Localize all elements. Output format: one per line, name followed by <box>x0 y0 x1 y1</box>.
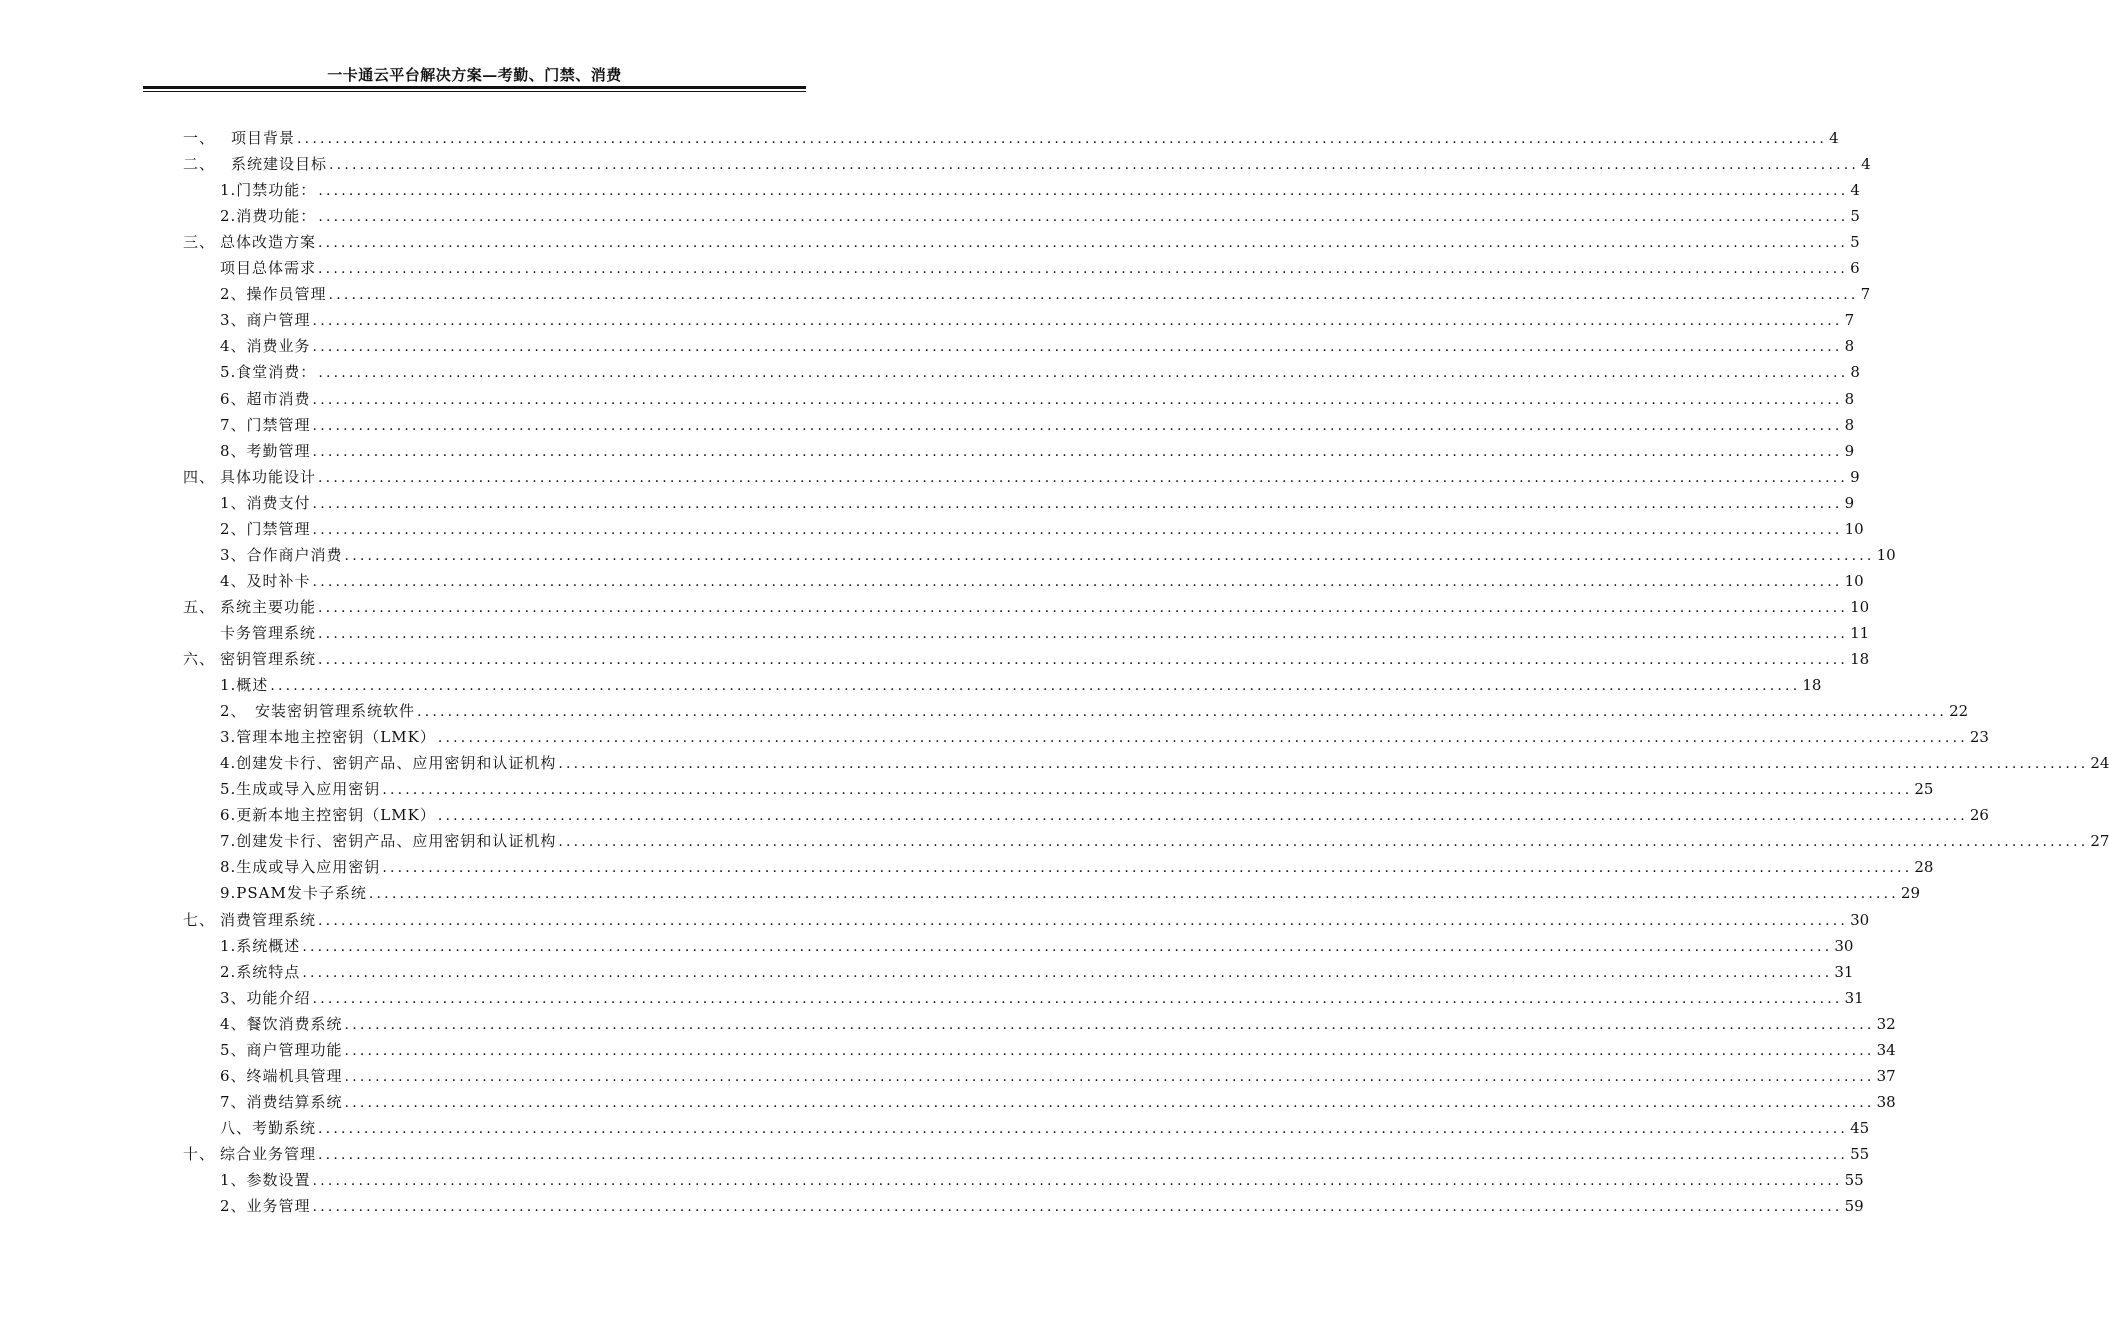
toc-entry-page-number: 28 <box>1914 858 1934 876</box>
toc-entry[interactable] <box>220 179 1860 201</box>
toc-entry[interactable] <box>220 1013 1896 1035</box>
toc-dot-leader: ........................................................................................................................................................................................................ <box>344 1017 1875 1033</box>
toc-dot-leader: ........................................................................................................................................................................................................ <box>312 1173 1843 1189</box>
toc-dot-leader: ........................................................................................................................................................................................................ <box>318 183 1849 199</box>
toc-dot-leader: ........................................................................................................................................................................................................ <box>318 365 1849 381</box>
toc-entry-page-number: 18 <box>1850 650 1870 668</box>
toc-entry-title: 2、门禁管理 <box>220 520 311 538</box>
toc-entry-page-number: 55 <box>1844 1171 1864 1189</box>
toc-dot-leader: ........................................................................................................................................................................................................ <box>437 730 1968 746</box>
toc-entry[interactable] <box>220 335 1855 357</box>
toc-dot-leader: ........................................................................................................................................................................................................ <box>382 860 1913 876</box>
toc-entry[interactable] <box>220 1065 1896 1087</box>
toc-entry-page-number: 22 <box>1949 702 1969 720</box>
toc-entry-page-number: 30 <box>1850 911 1870 929</box>
toc-entry-page-number: 4 <box>1861 155 1871 173</box>
toc-entry-page-number: 11 <box>1850 624 1870 642</box>
toc-entry-page-number: 9 <box>1850 468 1860 486</box>
toc-entry[interactable] <box>220 778 1934 800</box>
toc-dot-leader: ........................................................................................................................................................................................................ <box>318 209 1849 225</box>
toc-entry-number: 七、 <box>183 911 216 929</box>
toc-entry-title: 八、考勤系统 <box>220 1119 317 1137</box>
toc-entry[interactable] <box>220 752 2109 774</box>
toc-entry-title: 3.管理本地主控密钥（LMK） <box>220 728 436 746</box>
toc-entry-title: 1、参数设置 <box>220 1171 311 1189</box>
toc-dot-leader: ........................................................................................................................................................................................................ <box>344 1095 1875 1111</box>
toc-entry-title: 6、终端机具管理 <box>220 1067 343 1085</box>
toc-entry-page-number: 4 <box>1850 181 1860 199</box>
toc-dot-leader: ........................................................................................................................................................................................................ <box>382 782 1913 798</box>
toc-entry-title: 具体功能设计 <box>220 468 317 486</box>
toc-dot-leader: ........................................................................................................................................................................................................ <box>270 678 1801 694</box>
toc-entry-page-number: 23 <box>1969 728 1989 746</box>
toc-entry-title: 2、操作员管理 <box>220 285 327 303</box>
toc-entry-title: 7、消费结算系统 <box>220 1093 343 1111</box>
toc-entry-page-number: 18 <box>1802 676 1822 694</box>
toc-entry-title: 5.食堂消费： <box>220 363 317 381</box>
toc-entry-page-number: 55 <box>1850 1145 1870 1163</box>
toc-entry-page-number: 10 <box>1844 572 1864 590</box>
toc-entry-title: 3、商户管理 <box>220 311 311 329</box>
toc-dot-leader: ........................................................................................................................................................................................................ <box>318 1147 1849 1163</box>
toc-entry-page-number: 8 <box>1844 416 1855 434</box>
toc-dot-leader: ........................................................................................................................................................................................................ <box>318 626 1849 642</box>
toc-entry-page-number: 30 <box>1834 937 1854 955</box>
toc-entry-page-number: 31 <box>1844 989 1864 1007</box>
toc-dot-leader: ........................................................................................................................................................................................................ <box>344 548 1875 564</box>
toc-dot-leader: ........................................................................................................................................................................................................ <box>312 444 1843 460</box>
toc-entry-number: 十、 <box>183 1145 216 1163</box>
toc-dot-leader: ........................................................................................................................................................................................................ <box>302 939 1833 955</box>
toc-entry-title: 5、商户管理功能 <box>220 1041 343 1059</box>
toc-dot-leader: ........................................................................................................................................................................................................ <box>318 470 1849 486</box>
toc-dot-leader: ........................................................................................................................................................................................................ <box>312 339 1843 355</box>
toc-entry-title: 3、功能介绍 <box>220 989 311 1007</box>
toc-entry[interactable] <box>220 830 2109 852</box>
toc-entry-title: 2、业务管理 <box>220 1197 311 1215</box>
toc-entry[interactable] <box>183 466 1860 488</box>
toc-entry-number: 三、 <box>183 233 216 251</box>
toc-dot-leader: ........................................................................................................................................................................................................ <box>318 235 1849 251</box>
toc-entry-page-number: 59 <box>1844 1197 1864 1215</box>
toc-entry-page-number: 8 <box>1844 390 1855 408</box>
toc-entry-page-number: 34 <box>1876 1041 1896 1059</box>
toc-entry-page-number: 27 <box>2090 832 2109 850</box>
toc-entry[interactable] <box>183 596 1870 618</box>
toc-entry-title: 6.更新本地主控密钥（LMK） <box>220 806 436 824</box>
toc-entry-page-number: 7 <box>1860 285 1871 303</box>
toc-entry-page-number: 29 <box>1900 884 1921 902</box>
toc-dot-leader: ........................................................................................................................................................................................................ <box>558 756 2089 772</box>
toc-entry-title: 密钥管理系统 <box>220 650 317 668</box>
toc-entry[interactable] <box>220 570 1864 592</box>
toc-entry-title: 4、餐饮消费系统 <box>220 1015 343 1033</box>
toc-dot-leader: ........................................................................................................................................................................................................ <box>318 600 1849 616</box>
toc-dot-leader: ........................................................................................................................................................................................................ <box>318 913 1849 929</box>
toc-entry-title: 2.消费功能： <box>220 207 317 225</box>
toc-entry-number: 五、 <box>183 598 216 616</box>
toc-entry-title: 1.门禁功能： <box>220 181 317 199</box>
toc-dot-leader: ........................................................................................................................................................................................................ <box>312 392 1843 408</box>
toc-entry-title: 2.系统特点 <box>220 963 301 981</box>
toc-dot-leader: ........................................................................................................................................................................................................ <box>437 808 1968 824</box>
toc-entry-page-number: 9 <box>1844 442 1855 460</box>
toc-dot-leader: ........................................................................................................................................................................................................ <box>312 496 1843 512</box>
toc-dot-leader: ........................................................................................................................................................................................................ <box>344 1069 1875 1085</box>
toc-entry[interactable] <box>183 127 1839 149</box>
toc-entry-title: 2、 安装密钥管理系统软件 <box>220 702 416 720</box>
toc-entry[interactable] <box>220 856 1934 878</box>
toc-entry-title: 4、消费业务 <box>220 337 311 355</box>
toc-entry-title: 8、考勤管理 <box>220 442 311 460</box>
header-rule-thin <box>143 91 806 92</box>
toc-entry[interactable] <box>183 909 1870 931</box>
toc-dot-leader: ........................................................................................................................................................................................................ <box>368 886 1899 902</box>
toc-entry-page-number: 9 <box>1844 494 1855 512</box>
toc-entry-page-number: 32 <box>1876 1015 1896 1033</box>
toc-entry-page-number: 31 <box>1834 963 1854 981</box>
toc-entry[interactable] <box>220 361 1860 383</box>
toc-dot-leader: ........................................................................................................................................................................................................ <box>312 313 1843 329</box>
toc-entry-title: 7、门禁管理 <box>220 416 311 434</box>
toc-entry[interactable] <box>220 700 1969 722</box>
toc-entry[interactable] <box>220 205 1860 227</box>
toc-entry[interactable] <box>220 1091 1896 1113</box>
toc-entry-page-number: 5 <box>1850 207 1860 225</box>
toc-dot-leader: ........................................................................................................................................................................................................ <box>312 418 1843 434</box>
toc-entry-number: 四、 <box>183 468 216 486</box>
toc-entry-page-number: 26 <box>1969 806 1989 824</box>
toc-entry[interactable] <box>220 622 1870 644</box>
toc-dot-leader: ........................................................................................................................................................................................................ <box>417 704 1948 720</box>
toc-entry-page-number: 10 <box>1844 520 1864 538</box>
toc-entry-title: 9.PSAM发卡子系统 <box>220 884 367 902</box>
toc-entry[interactable] <box>220 518 1864 540</box>
toc-dot-leader: ........................................................................................................................................................................................................ <box>318 261 1849 277</box>
toc-entry[interactable] <box>220 309 1855 331</box>
toc-entry[interactable] <box>220 1195 1864 1217</box>
toc-dot-leader: ........................................................................................................................................................................................................ <box>318 652 1849 668</box>
toc-entry[interactable] <box>183 648 1870 670</box>
toc-entry[interactable] <box>183 1143 1870 1165</box>
toc-dot-leader: ........................................................................................................................................................................................................ <box>302 965 1833 981</box>
toc-entry[interactable] <box>220 414 1855 436</box>
toc-entry-title: 7.创建发卡行、密钥产品、应用密钥和认证机构 <box>220 832 557 850</box>
toc-entry[interactable] <box>220 961 1854 983</box>
toc-entry[interactable] <box>220 1039 1896 1061</box>
toc-entry-number: 六、 <box>183 650 216 668</box>
toc-entry-title: 综合业务管理 <box>220 1145 317 1163</box>
toc-entry[interactable] <box>220 804 1989 826</box>
toc-dot-leader: ........................................................................................................................................................................................................ <box>318 1121 1849 1137</box>
toc-entry-page-number: 38 <box>1876 1093 1896 1111</box>
toc-entry-title: 卡务管理系统 <box>220 624 317 642</box>
toc-entry[interactable] <box>220 492 1855 514</box>
toc-dot-leader: ........................................................................................................................................................................................................ <box>328 287 1859 303</box>
toc-entry-page-number: 10 <box>1876 546 1896 564</box>
page-header-title: 一卡通云平台解决方案—考勤、门禁、消费 <box>327 66 622 84</box>
toc-entry[interactable] <box>220 1117 1870 1139</box>
toc-entry[interactable] <box>183 153 1871 175</box>
toc-entry-title: 4.创建发卡行、密钥产品、应用密钥和认证机构 <box>220 754 557 772</box>
toc-entry[interactable] <box>220 388 1855 410</box>
toc-entry-title: 8.生成或导入应用密钥 <box>220 858 381 876</box>
toc-entry-page-number: 10 <box>1850 598 1870 616</box>
toc-entry-page-number: 4 <box>1829 129 1839 147</box>
toc-dot-leader: ........................................................................................................................................................................................................ <box>329 157 1860 173</box>
toc-entry-page-number: 25 <box>1914 780 1934 798</box>
toc-entry[interactable] <box>220 935 1854 957</box>
toc-dot-leader: ........................................................................................................................................................................................................ <box>297 131 1828 147</box>
toc-entry-title: 1.系统概述 <box>220 937 301 955</box>
toc-entry-title: 1、消费支付 <box>220 494 311 512</box>
toc-entry[interactable] <box>220 674 1822 696</box>
toc-entry[interactable] <box>220 257 1860 279</box>
toc-entry-page-number: 6 <box>1850 259 1860 277</box>
toc-entry[interactable] <box>220 283 1871 305</box>
toc-entry-page-number: 7 <box>1844 311 1855 329</box>
toc-entry-title: 6、超市消费 <box>220 390 311 408</box>
toc-entry-title: 1.概述 <box>220 676 269 694</box>
toc-entry-title: 项目总体需求 <box>220 259 317 277</box>
toc-entry-title: 总体改造方案 <box>220 233 317 251</box>
toc-entry-title: 3、合作商户消费 <box>220 546 343 564</box>
toc-entry[interactable] <box>220 1169 1864 1191</box>
toc-dot-leader: ........................................................................................................................................................................................................ <box>558 834 2089 850</box>
toc-entry-page-number: 37 <box>1876 1067 1896 1085</box>
toc-entry-title: 消费管理系统 <box>220 911 317 929</box>
toc-entry-page-number: 24 <box>2090 754 2109 772</box>
toc-dot-leader: ........................................................................................................................................................................................................ <box>312 522 1843 538</box>
toc-dot-leader: ........................................................................................................................................................................................................ <box>344 1043 1875 1059</box>
toc-entry[interactable] <box>183 231 1860 253</box>
toc-entry-page-number: 5 <box>1850 233 1860 251</box>
toc-entry-title: 系统主要功能 <box>220 598 317 616</box>
toc-entry-number: 一、 <box>183 129 216 147</box>
header-rule <box>143 86 806 89</box>
toc-entry[interactable] <box>220 882 1921 904</box>
toc-entry-page-number: 8 <box>1844 337 1855 355</box>
toc-entry-title: 系统建设目标 <box>231 155 328 173</box>
toc-entry-number: 二、 <box>183 155 216 173</box>
toc-entry[interactable] <box>220 726 1989 748</box>
toc-entry-title: 4、及时补卡 <box>220 572 311 590</box>
toc-entry[interactable] <box>220 440 1855 462</box>
toc-entry-page-number: 8 <box>1850 363 1860 381</box>
toc-entry-page-number: 45 <box>1850 1119 1870 1137</box>
toc-dot-leader: ........................................................................................................................................................................................................ <box>312 991 1843 1007</box>
toc-entry[interactable] <box>220 987 1864 1009</box>
toc-entry-title: 项目背景 <box>231 129 296 147</box>
toc-entry[interactable] <box>220 544 1896 566</box>
toc-entry-title: 5.生成或导入应用密钥 <box>220 780 381 798</box>
toc-dot-leader: ........................................................................................................................................................................................................ <box>312 574 1843 590</box>
toc-dot-leader: ........................................................................................................................................................................................................ <box>312 1199 1843 1215</box>
